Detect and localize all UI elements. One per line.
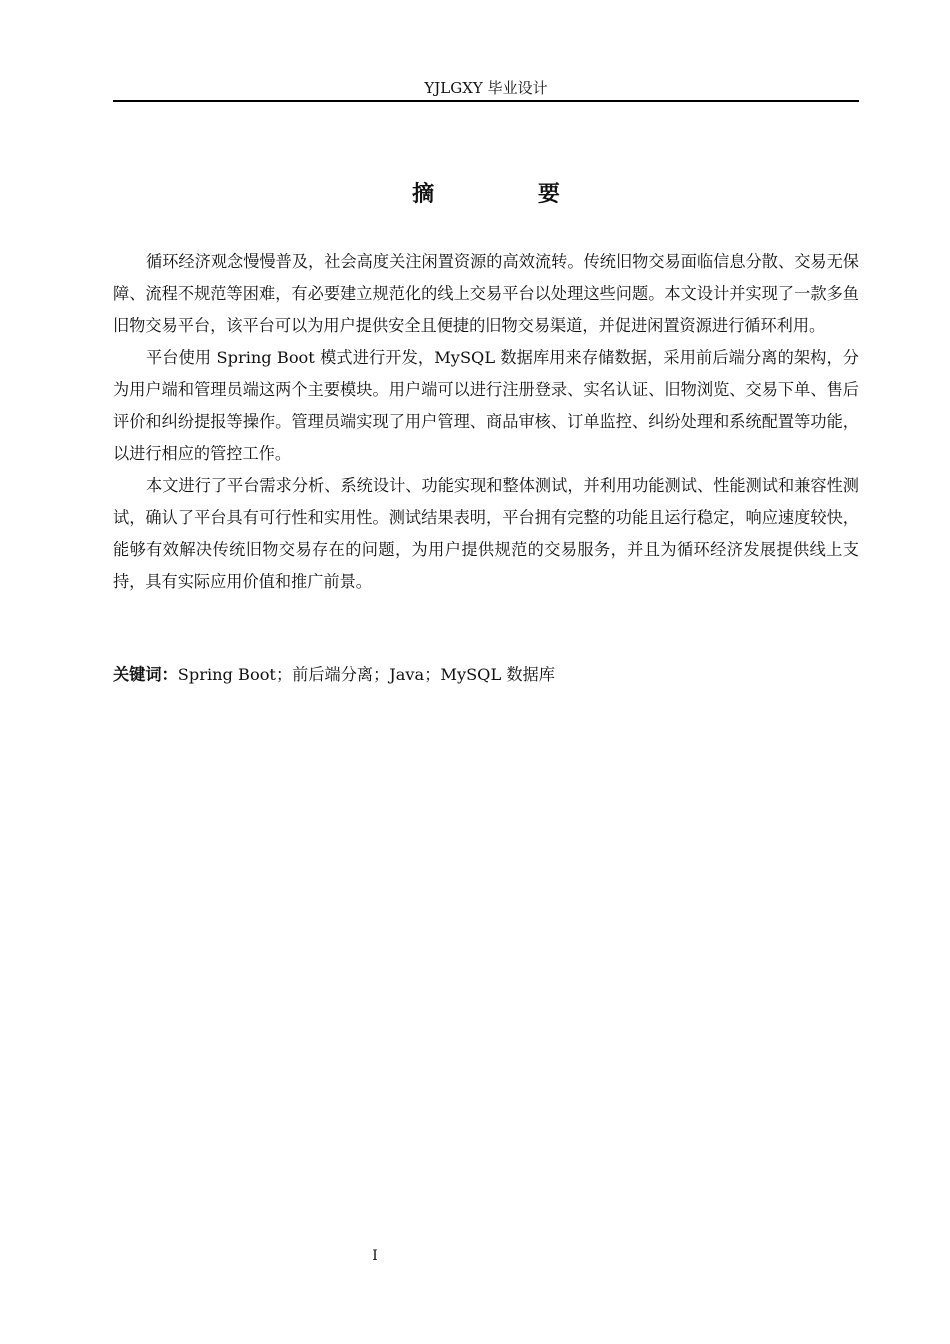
keywords-value: Spring Boot；前后端分离；Java；MySQL 数据库 bbox=[177, 665, 555, 684]
abstract-paragraph-2: 平台使用 Spring Boot 模式进行开发，MySQL 数据库用来存储数据，采用前后端分离的架构，分为用户端和管理员端这两个主要模块。用户端可以进行注册登录、实名认证、旧物浏览、交易下单、售后评价和纠纷提报等操作。管理员端实现了用户管理、商品审核、订单监控、纠纷处理和系统配置等功能，以进行相应的管控工作。 bbox=[113, 348, 859, 463]
page-header: YJLGXY 毕业设计 bbox=[424, 79, 548, 97]
page-number: I bbox=[372, 1248, 378, 1264]
abstract-body bbox=[113, 246, 859, 598]
abstract-paragraph-1: 循环经济观念慢慢普及，社会高度关注闲置资源的高效流转。传统旧物交易面临信息分散、交易无保障、流程不规范等困难，有必要建立规范化的线上交易平台以处理这些问题。本文设计并实现了一款多鱼旧物交易平台，该平台可以为用户提供安全且便捷的旧物交易渠道，并促进闲置资源进行循环利用。 bbox=[113, 252, 859, 335]
abstract-paragraph-3: 本文进行了平台需求分析、系统设计、功能实现和整体测试，并利用功能测试、性能测试和兼容性测试，确认了平台具有可行性和实用性。测试结果表明，平台拥有完整的功能且运行稳定，响应速度较快，能够有效解决传统旧物交易存在的问题，为用户提供规范的交易服务，并且为循环经济发展提供线上支持，具有实际应用价值和推广前景。 bbox=[113, 476, 859, 591]
keywords-label: 关键词： bbox=[113, 665, 178, 684]
abstract-title: 摘 要 bbox=[412, 181, 608, 207]
keywords-line bbox=[113, 660, 859, 690]
header-rule bbox=[113, 100, 859, 102]
